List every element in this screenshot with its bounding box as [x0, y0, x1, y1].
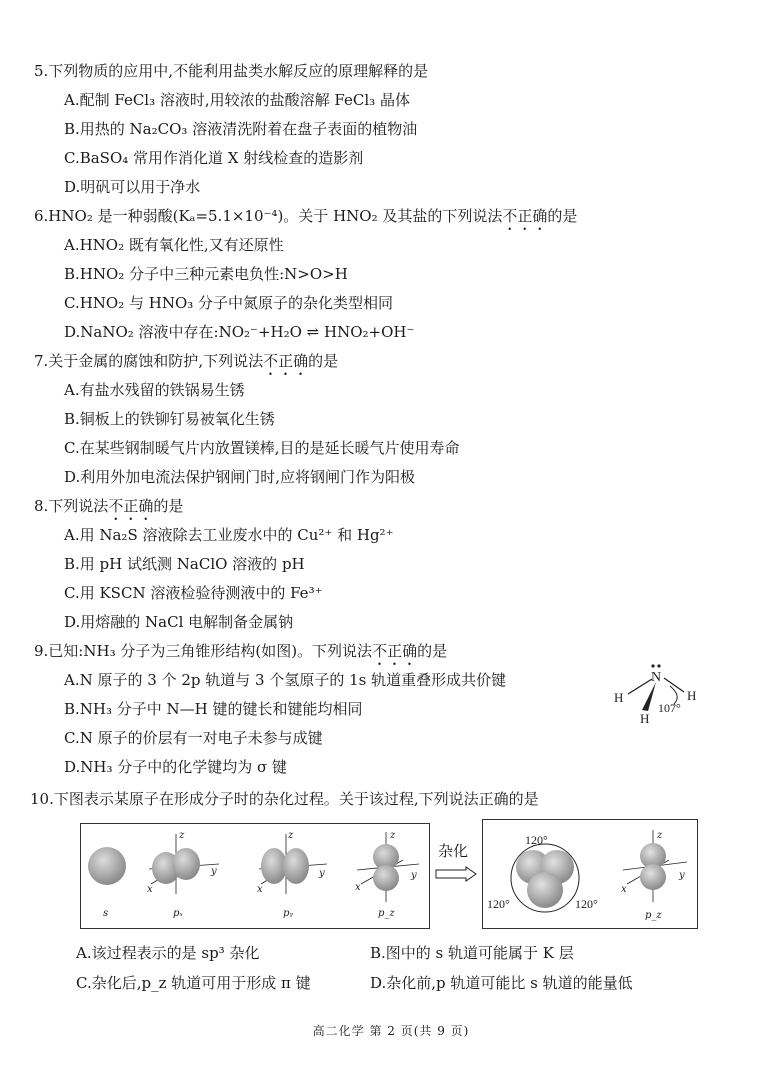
hybridization-arrow-label: 杂化	[438, 842, 469, 860]
px-orbital-label: pₓ	[173, 908, 183, 919]
q7-option-d: D.利用外加电流法保护钢闸门时,应将钢闸门作为阳极	[64, 468, 416, 486]
hybridization-arrow	[434, 866, 478, 882]
q10-stem: 10.下图表示某原子在形成分子时的杂化过程。关于该过程,下列说法正确的是	[30, 790, 539, 808]
q8-stem	[34, 497, 183, 524]
nh3-h-right-label: H	[687, 688, 697, 703]
pz-orbital-group	[355, 830, 419, 919]
q7-stem-emphasis: 不正确	[263, 352, 309, 370]
px-z-label: z	[179, 830, 185, 841]
q7-stem-suffix: 的是	[308, 352, 339, 370]
lone-pair-dot	[651, 664, 654, 667]
lone-pair-dot	[657, 664, 660, 667]
q9-option-d: D.NH₃ 分子中的化学键均为 σ 键	[64, 758, 288, 776]
q7-stem-prefix: 7.关于金属的腐蚀和防护,下列说法	[34, 352, 264, 370]
pz-after-lobe	[640, 864, 666, 890]
sp2-lobe	[527, 872, 563, 908]
q6-option-b: B.HNO₂ 分子中三种元素电负性:N>O>H	[64, 265, 348, 283]
pz-x-label: x	[355, 882, 361, 893]
page-footer: 高二化学 第 2 页(共 9 页)	[312, 1024, 470, 1038]
q6-option-d: D.NaNO₂ 溶液中存在:NO₂⁻+H₂O ⇌ HNO₂+OH⁻	[64, 323, 415, 341]
q5-stem: 5.下列物质的应用中,不能利用盐类水解反应的原理解释的是	[34, 62, 429, 80]
q8-option-d: D.用熔融的 NaCl 电解制备金属钠	[64, 613, 294, 631]
pz-orbital-label: p_z	[378, 908, 395, 919]
py-orbital-label: pᵧ	[283, 908, 294, 919]
q10-option-a: A.该过程表示的是 sp³ 杂化	[76, 944, 260, 962]
q9-stem-prefix: 9.已知:NH₃ 分子为三角锥形结构(如图)。下列说法	[34, 642, 373, 660]
q7-option-b: B.铜板上的铁铆钉易被氧化生锈	[64, 410, 275, 428]
q6-option-c: C.HNO₂ 与 HNO₃ 分子中氮原子的杂化类型相同	[64, 294, 394, 312]
q6-stem	[34, 207, 577, 234]
py-lobe	[283, 848, 309, 884]
s-orbital-label: s	[103, 908, 109, 919]
px-y-label: y	[211, 866, 217, 877]
orbitals-before-box	[80, 823, 430, 929]
nh3-structure-figure	[608, 660, 708, 730]
orbitals-after-figure	[483, 820, 697, 928]
nh3-bond-left	[628, 679, 652, 694]
pz-after-group	[621, 830, 687, 921]
px-orbital-group	[147, 830, 219, 919]
pz-y-label: y	[411, 870, 417, 881]
nh3-bond-wedge	[642, 682, 656, 711]
q8-option-b: B.用 pH 试纸测 NaClO 溶液的 pH	[64, 555, 305, 573]
pz-after-y-label: y	[679, 870, 685, 881]
py-orbital-group	[257, 830, 327, 919]
sp2-angle-label-right: 120°	[575, 897, 598, 911]
orbitals-before-figure	[81, 824, 429, 928]
q5-option-b: B.用热的 Na₂CO₃ 溶液清洗附着在盘子表面的植物油	[64, 120, 418, 138]
py-x-label: x	[257, 884, 263, 895]
q10-option-d: D.杂化前,p 轨道可能比 s 轨道的能量低	[370, 974, 633, 992]
q6-option-a: A.HNO₂ 既有氧化性,又有还原性	[64, 236, 284, 254]
q5-option-d: D.明矾可以用于净水	[64, 178, 201, 196]
py-y-label: y	[319, 868, 325, 879]
px-lobe	[172, 848, 200, 880]
px-x-label: x	[147, 884, 153, 895]
q9-option-a: A.N 原子的 3 个 2p 轨道与 3 个氢原子的 1s 轨道重叠形成共价键	[64, 671, 507, 689]
q8-option-c: C.用 KSCN 溶液检验待测液中的 Fe³⁺	[64, 584, 323, 602]
py-z-label: z	[288, 830, 294, 841]
pz-after-orbital-label: p_z	[645, 910, 662, 921]
q9-stem-suffix: 的是	[417, 642, 448, 660]
nh3-angle-label: 107°	[658, 701, 681, 715]
q6-stem-prefix: 6.HNO₂ 是一种弱酸(Kₐ=5.1×10⁻⁴)。关于 HNO₂ 及其盐的下列说法	[34, 207, 503, 225]
q8-stem-emphasis: 不正确	[108, 497, 154, 515]
sp2-angle-label-left: 120°	[487, 897, 510, 911]
sp2-angle-label-top: 120°	[525, 833, 548, 847]
q8-option-a: A.用 Na₂S 溶液除去工业废水中的 Cu²⁺ 和 Hg²⁺	[64, 526, 394, 544]
q7-option-a: A.有盐水残留的铁锅易生锈	[64, 381, 245, 399]
q10-option-c: C.杂化后,p_z 轨道可用于形成 π 键	[76, 974, 311, 992]
pz-after-x-label: x	[621, 884, 627, 895]
q6-stem-suffix: 的是	[547, 207, 578, 225]
q8-stem-suffix: 的是	[153, 497, 184, 515]
q10-option-b: B.图中的 s 轨道可能属于 K 层	[370, 944, 574, 962]
s-orbital-sphere	[88, 847, 126, 885]
orbitals-after-box	[482, 819, 698, 929]
q8-stem-prefix: 8.下列说法	[34, 497, 109, 515]
q9-option-b: B.NH₃ 分子中 N—H 键的键长和键能均相同	[64, 700, 363, 718]
q7-option-c: C.在某些钢制暖气片内放置镁棒,目的是延长暖气片使用寿命	[64, 439, 460, 457]
pz-lobe	[373, 865, 399, 891]
pz-after-z-label: z	[657, 830, 663, 841]
q7-stem	[34, 352, 338, 379]
nh3-h-left-label: H	[614, 690, 624, 705]
q9-stem	[34, 642, 447, 669]
q9-stem-emphasis: 不正确	[372, 642, 418, 660]
q5-option-c: C.BaSO₄ 常用作消化道 X 射线检查的造影剂	[64, 149, 364, 167]
nh3-n-label: N	[651, 670, 662, 685]
q6-stem-emphasis: 不正确	[502, 207, 548, 225]
q9-option-c: C.N 原子的价层有一对电子未参与成键	[64, 729, 323, 747]
nh3-h-front-label: H	[640, 711, 650, 726]
q5-option-a: A.配制 FeCl₃ 溶液时,用较浓的盐酸溶解 FeCl₃ 晶体	[64, 91, 410, 109]
pz-z-label: z	[390, 830, 396, 841]
